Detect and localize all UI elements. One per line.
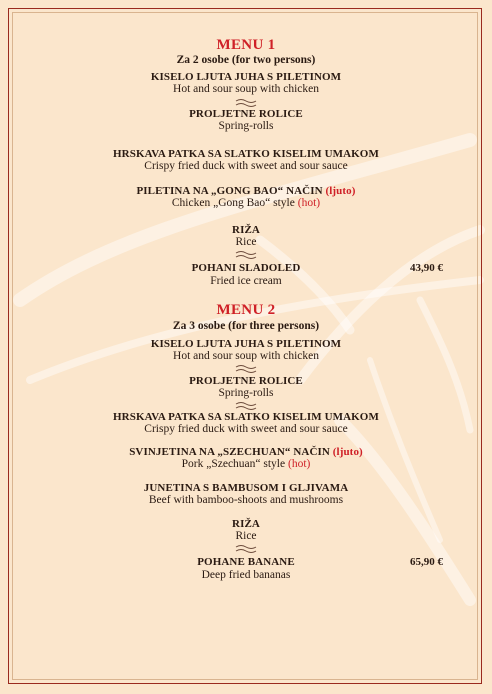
menu-2-dish-5: JUNETINA S BAMBUSOM I GLJIVAMA [143, 482, 349, 494]
menu-2-dish-2: PROLJETNE ROLICE [189, 375, 303, 387]
spicy-label: (ljuto) [325, 185, 356, 197]
menu-1-dish-6-translation: Fried ice cream [210, 275, 282, 287]
menu-2-dish-1: KISELO LJUTA JUHA S PILETINOM [150, 338, 342, 350]
wave-divider-icon [235, 401, 257, 411]
menu-2-title: MENU 2 [216, 302, 276, 318]
menu-1-dish-5-translation: Rice [235, 236, 257, 248]
dish-name: PILETINA NA „GONG BAO“ NAČIN [136, 185, 323, 197]
menu-2-dish-2-translation: Spring-rolls [218, 387, 274, 399]
menu-2-dish-4-translation [0, 458, 492, 471]
menu-2-dish-6: RIŽA [232, 518, 260, 530]
menu-1-dish-3: HRSKAVA PATKA SA SLATKO KISELIM UMAKOM [113, 148, 379, 160]
wave-divider-icon [235, 544, 257, 554]
menu-2-dish-7-translation: Deep fried bananas [201, 569, 291, 581]
menu-1-dish-1: KISELO LJUTA JUHA S PILETINOM [150, 71, 342, 83]
menu-2-dish-7: POHANE BANANE [197, 556, 295, 568]
dish-name: SVINJETINA NA „SZECHUAN“ NAČIN [129, 446, 330, 458]
menu-2-dish-6-translation: Rice [235, 530, 257, 542]
hot-label: (hot) [287, 458, 311, 470]
menu-1-dish-1-translation: Hot and sour soup with chicken [173, 83, 319, 95]
dish-translation: Pork „Szechuan“ style [181, 458, 286, 470]
menu-1-dish-2-translation: Spring-rolls [218, 120, 274, 132]
menu-1-dish-5: RIŽA [232, 224, 260, 236]
menu-2-persons: Za 3 osobe (for three persons) [172, 320, 320, 332]
menu-1-persons: Za 2 osobe (for two persons) [176, 54, 316, 66]
menu-1-dish-3-translation: Crispy fried duck with sweet and sour sauce [144, 160, 348, 172]
menu-2-dish-3: HRSKAVA PATKA SA SLATKO KISELIM UMAKOM [113, 411, 379, 423]
menu-1-dish-4-translation [0, 197, 492, 210]
menu-2-dish-3-translation: Crispy fried duck with sweet and sour sauce [144, 423, 348, 435]
hot-label: (hot) [297, 197, 321, 209]
wave-divider-icon [235, 98, 257, 108]
wave-divider-icon [235, 250, 257, 260]
dish-translation: Chicken „Gong Bao“ style [171, 197, 295, 209]
menu-1-title: MENU 1 [216, 37, 276, 53]
menu-1-price: 43,90 € [410, 262, 443, 274]
menu-1-dish-2: PROLJETNE ROLICE [189, 108, 303, 120]
menu-1-dish-6: POHANI SLADOLED [191, 262, 301, 274]
menu-2-price: 65,90 € [410, 556, 443, 568]
menu-2-dish-1-translation: Hot and sour soup with chicken [173, 350, 319, 362]
menu-2-dish-5-translation: Beef with bamboo-shoots and mushrooms [148, 494, 344, 506]
wave-divider-icon [235, 364, 257, 374]
spicy-label: (ljuto) [332, 446, 363, 458]
